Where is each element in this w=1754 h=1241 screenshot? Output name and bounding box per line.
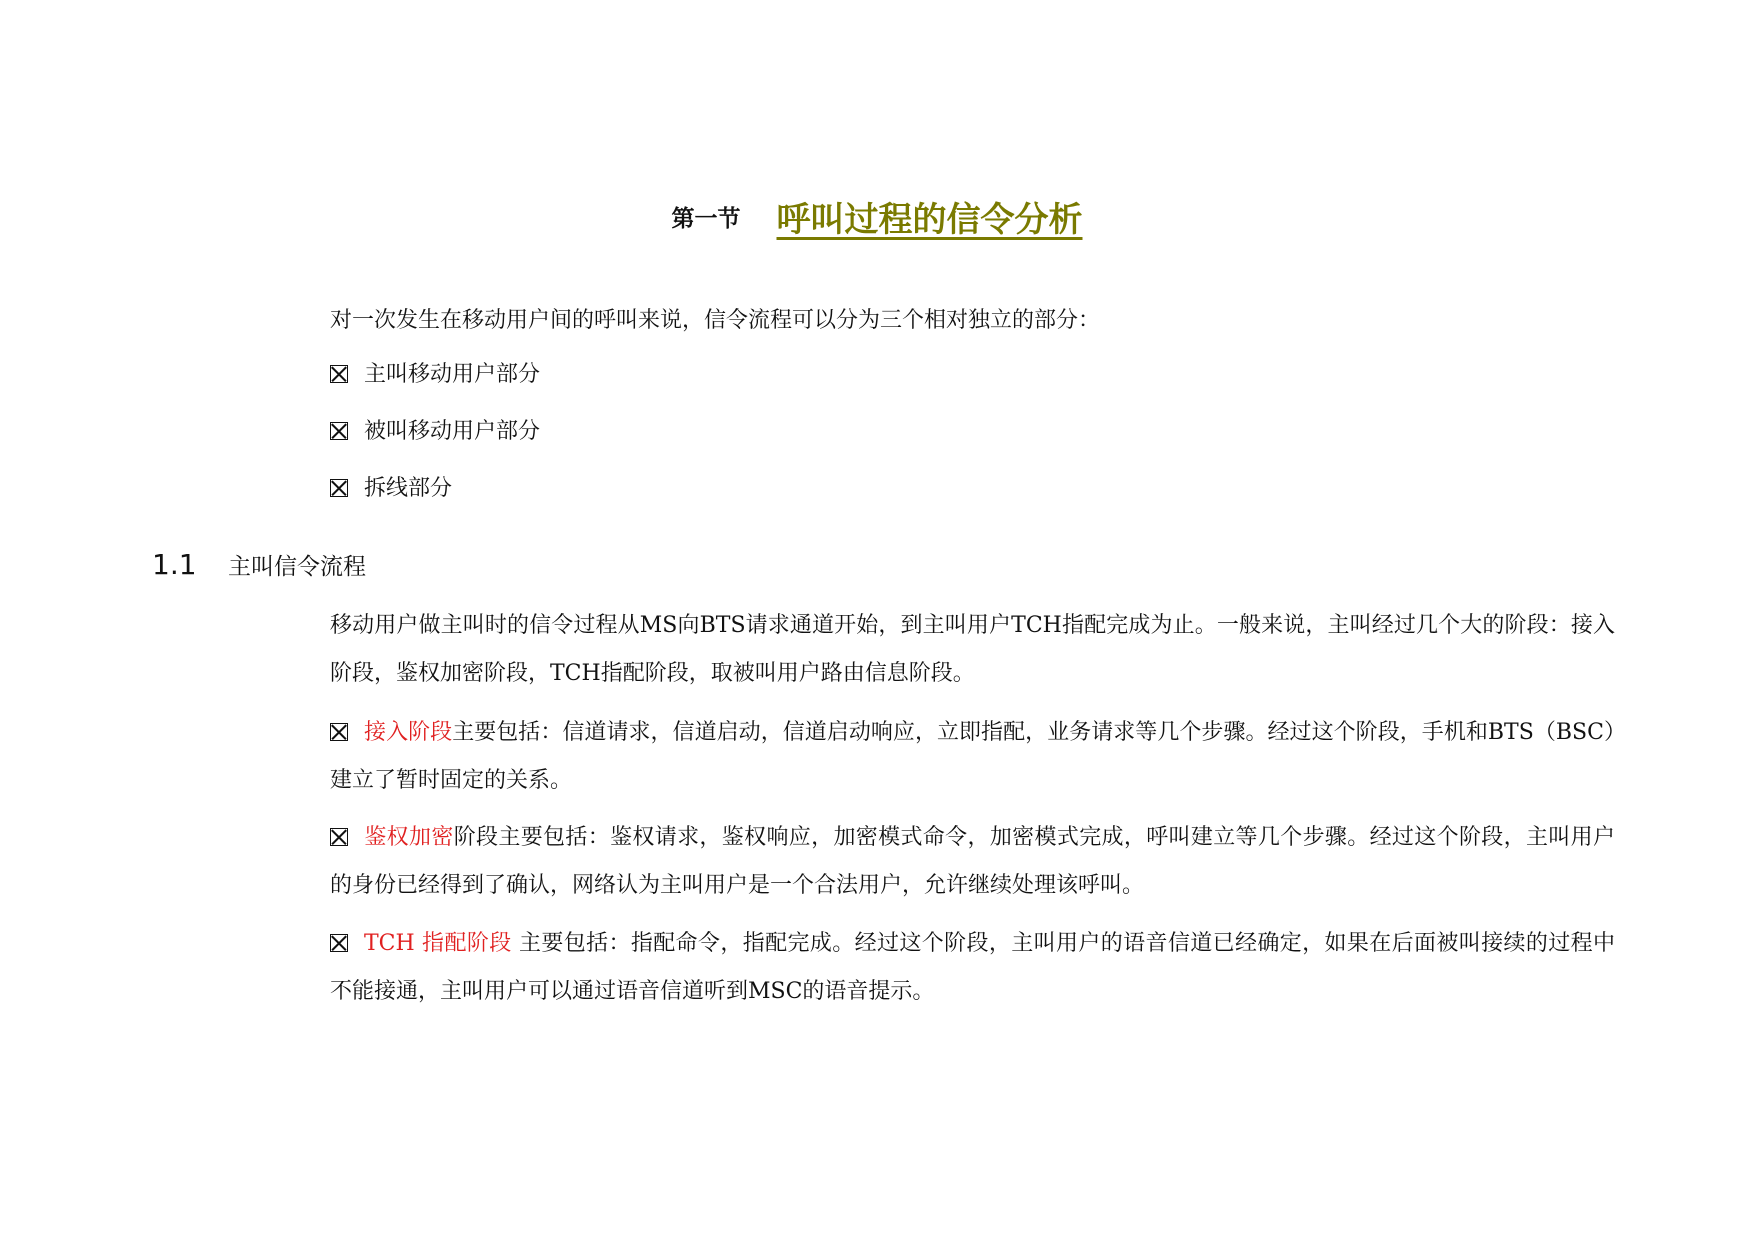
section-title: 呼叫过程的信令分析 (776, 200, 1083, 240)
checkbox-x-icon (330, 723, 348, 741)
intro-item (330, 464, 1615, 514)
overview-paragraph: 移动用户做主叫时的信令过程从MS向BTS请求通道开始，到主叫用户TCH指配完成为止。一般来说，主叫经过几个大的阶段：接入阶段，鉴权加密阶段，TCH指配阶段，取被叫用户路由信息阶段。 (330, 613, 1615, 686)
intro-item-label: 拆线部分 (364, 476, 453, 501)
phase-text: 阶段主要包括：鉴权请求，鉴权响应，加密模式命令，加密模式完成，呼叫建立等几个步骤。经过这个阶段，主叫用户的身份已经得到了确认，网络认为主叫用户是一个合法用户，允许继续处理该呼叫。 (330, 825, 1615, 898)
intro-paragraph: 对一次发生在移动用户间的呼叫来说，信令流程可以分为三个相对独立的部分： (330, 308, 1101, 333)
phase-text: 主要包括：信道请求，信道启动，信道启动响应，立即指配，业务请求等几个步骤。经过这个阶段，手机和BTS（BSC）建立了暂时固定的关系。 (330, 720, 1615, 793)
phase-highlight: 接入阶段 (364, 720, 453, 745)
checkbox-x-icon (330, 934, 348, 952)
section-label: 第一节 (671, 206, 741, 232)
intro-item (330, 350, 1615, 400)
section-title-row (0, 192, 1754, 241)
checkbox-x-icon (330, 828, 348, 846)
phase-paragraph (330, 814, 1615, 910)
section-number: 1.1 (152, 548, 197, 581)
checkbox-x-icon (330, 422, 348, 440)
checkbox-x-icon (330, 365, 348, 383)
section-heading (152, 548, 366, 581)
section-heading-text: 主叫信令流程 (228, 554, 366, 580)
phase-highlight: TCH 指配阶段 (364, 931, 512, 956)
checkbox-x-icon (330, 479, 348, 497)
phase-paragraph (330, 709, 1615, 805)
intro-item (330, 407, 1615, 457)
phase-paragraph (330, 920, 1615, 1016)
intro-item-label: 主叫移动用户部分 (364, 362, 541, 387)
phase-highlight: 鉴权加密 (364, 825, 454, 850)
phase-text: 主要包括：指配命令，指配完成。经过这个阶段，主叫用户的语音信道已经确定，如果在后面被叫接续的过程中不能接通，主叫用户可以通过语音信道听到MSC的语音提示。 (330, 931, 1616, 1004)
intro-item-label: 被叫移动用户部分 (364, 419, 541, 444)
